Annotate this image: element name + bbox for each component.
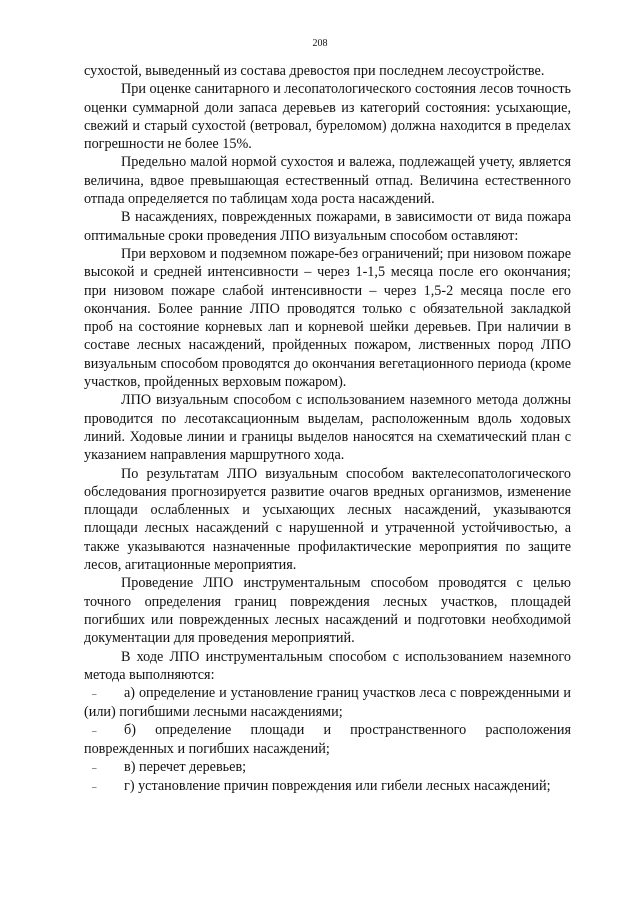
list-marker: – <box>92 763 97 774</box>
paragraph-text: При верховом и подземном пожаре-без ограничений; при низовом пожаре высокой и средней интенсивности – через 1-1,5 месяца после его окончания; при низовом пожаре слабой интенсивности – через 1,5-2 месяца после его окончания. Более ранние ЛПО проводятся только с обязательной закладкой проб на состояние корневых лап и корневой шейки деревьев. При наличии в составе лесных насаждений, пройденных пожаром, лиственных пород ЛПО визуальным способом проводятся до окончания вегетационного периода (кроме участков, пройденных верховым пожаром). <box>84 245 571 391</box>
paragraph-text: По результатам ЛПО визуальным способом вактелесопатологического обследования прогнозируется развитие очагов вредных организмов, изменение площади ослабленных и усыхающих лесных насаждений, указываются площади лесных насаждений с нарушенной и утраченной устойчивостью, а также указываются назначенные профилактические мероприятия по защите лесов, агитационные мероприятия. <box>84 465 571 574</box>
list-marker: – <box>92 725 97 736</box>
list-item-d <box>84 777 571 796</box>
list-item-a <box>84 684 571 721</box>
paragraph-8 <box>84 574 571 647</box>
paragraph-text: Проведение ЛПО инструментальным способом проводятся с целью точного определения границ повреждения лесных участков, площадей погибших или поврежденных лесных насаждений и подготовки необходимой документации для проведения мероприятий. <box>84 575 571 647</box>
list-item-c <box>84 758 571 777</box>
paragraph-2 <box>84 80 571 153</box>
paragraph-text: В ходе ЛПО инструментальным способом с использованием наземного метода выполняются: <box>84 648 571 683</box>
paragraph-text: ЛПО визуальным способом с использованием наземного метода должны проводится по лесотаксационным выделам, расположенным вдоль ходовых линий. Ходовые линии и границы выделов наносятся на схематический план с указанием направления маршрутного хода. <box>84 392 571 464</box>
paragraph-5 <box>84 245 571 391</box>
list-item-text: в) перечет деревьев; <box>124 759 247 776</box>
paragraph-9 <box>84 648 571 685</box>
body-text <box>84 62 571 796</box>
page-number: 208 <box>312 38 328 49</box>
paragraph-6 <box>84 391 571 464</box>
list-marker: – <box>92 781 97 792</box>
paragraph-text: Предельно малой нормой сухостоя и валежа, подлежащей учету, является величина, вдвое превышающая естественный отпад. Величина естественного отпада определяется по таблицам хода роста насаждений. <box>84 154 571 208</box>
list-item-text: б) определение площади и пространственного расположения поврежденных и погибших насаждений; <box>84 722 571 758</box>
list-marker: – <box>92 688 97 699</box>
paragraph-3 <box>84 153 571 208</box>
list-item-text: а) определение и установление границ участков леса с поврежденными и (или) погибшими лесными насаждениями; <box>84 685 571 720</box>
paragraph-text: сухостой, выведенный из состава древостоя при последнем лесоустройстве. <box>84 63 545 79</box>
paragraph-text: В насаждениях, поврежденных пожарами, в зависимости от вида пожара оптимальные сроки проведения ЛПО визуальным способом оставляют: <box>84 209 571 244</box>
list-item-text: г) установление причин повреждения или гибели лесных насаждений; <box>124 778 551 795</box>
paragraph-4 <box>84 208 571 245</box>
paragraph-7 <box>84 465 571 575</box>
paragraph-text: При оценке санитарного и лесопатологического состояния лесов точность оценки суммарной доли запаса деревьев из категорий состояния: усыхающие, свежий и старый сухостой (ветровал, буреломом) должна находится в пределах погрешности не более 15%. <box>84 81 571 153</box>
paragraph-1 <box>84 62 571 80</box>
list-item-b <box>84 721 571 758</box>
